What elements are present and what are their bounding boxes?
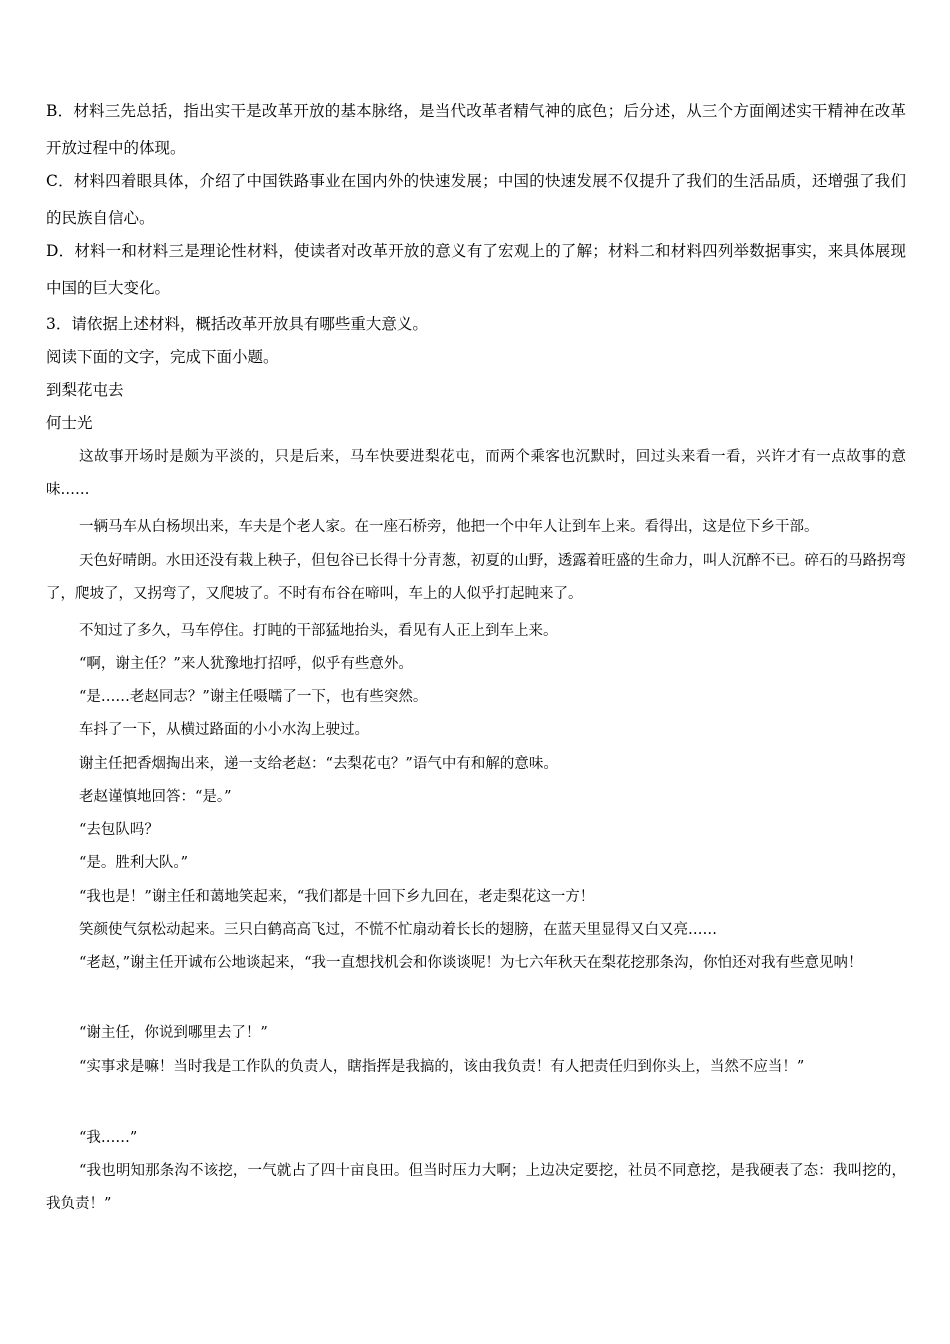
- story-paragraph: “啊，谢主任？”来人犹豫地打招呼，似乎有些意外。: [79, 656, 413, 672]
- story-author: 何士光: [46, 414, 93, 432]
- story-paragraph: “我……”: [79, 1130, 138, 1146]
- story-paragraph: 一辆马车从白杨坝出来，车夫是个老人家。在一座石桥旁，他把一个中年人让到车上来。看得出，这是位下乡干部。: [79, 519, 819, 535]
- story-paragraph: 笑颜使气氛松动起来。三只白鹤高高飞过，不慌不忙扇动着长长的翅膀，在蓝天里显得又白又亮……: [79, 922, 717, 938]
- story-paragraph: 不知过了多久，马车停住。打盹的干部猛地抬头，看见有人正上到车上来。: [79, 623, 558, 639]
- option-b: B．材料三先总括，指出实干是改革开放的基本脉络，是当代改革者精气神的底色；后分述，从三个方面阐述实干精神在改革开放过程中的体现。: [46, 102, 906, 157]
- story-paragraph: 这故事开场时是颇为平淡的，只是后来，马车快要进梨花屯，而两个乘客也沉默时，回过头来看一看，兴许才有一点故事的意味……: [46, 449, 906, 498]
- story-paragraph: “我也明知那条沟不该挖，一气就占了四十亩良田。但当时压力大啊；上边决定要挖，社员不同意挖，是我硬表了态：我叫挖的，我负责！”: [46, 1163, 906, 1212]
- reading-instruction: 阅读下面的文字，完成下面小题。: [46, 348, 279, 366]
- story-paragraph: “是……老赵同志？”谢主任嗫嚅了一下，也有些突然。: [79, 689, 428, 705]
- option-c: C．材料四着眼具体，介绍了中国铁路事业在国内外的快速发展；中国的快速发展不仅提升了我们的生活品质，还增强了我们的民族自信心。: [46, 172, 906, 227]
- story-paragraph: “实事求是嘛！当时我是工作队的负责人，瞎指挥是我搞的，该由我负责！有人把责任归到你头上，当然不应当！”: [79, 1059, 805, 1075]
- story-paragraph: 谢主任把香烟掏出来，递一支给老赵：“去梨花屯？”语气中有和解的意味。: [79, 756, 558, 772]
- story-paragraph: “去包队吗？: [79, 822, 159, 838]
- story-paragraph: 车抖了一下，从横过路面的小小水沟上驶过。: [79, 722, 369, 738]
- story-paragraph: 天色好晴朗。水田还没有栽上秧子，但包谷已长得十分青葱，初夏的山野，透露着旺盛的生命力，叫人沉醉不已。碎石的马路拐弯了，爬坡了，又拐弯了，又爬坡了。不时有布谷在啼叫，车上的人似乎打起盹来了。: [46, 553, 906, 602]
- story-paragraph: “是。胜利大队。”: [79, 855, 189, 871]
- story-paragraph: “谢主任，你说到哪里去了！”: [79, 1025, 268, 1041]
- story-paragraph: “我也是！”谢主任和蔼地笑起来，“我们都是十回下乡九回在，老走梨花这一方！: [79, 889, 595, 905]
- story-paragraph: 老赵谨慎地回答：“是。”: [79, 789, 232, 805]
- question-3: 3．请依据上述材料，概括改革开放具有哪些重大意义。: [46, 315, 428, 333]
- story-title: 到梨花屯去: [46, 381, 124, 399]
- option-d: D．材料一和材料三是理论性材料，使读者对改革开放的意义有了宏观上的了解；材料二和材料四列举数据事实，来具体展现中国的巨大变化。: [46, 242, 906, 297]
- story-paragraph: “老赵，”谢主任开诚布公地谈起来，“我一直想找机会和你谈谈呢！为七六年秋天在梨花挖那条沟，你怕还对我有些意见呐！: [79, 955, 863, 971]
